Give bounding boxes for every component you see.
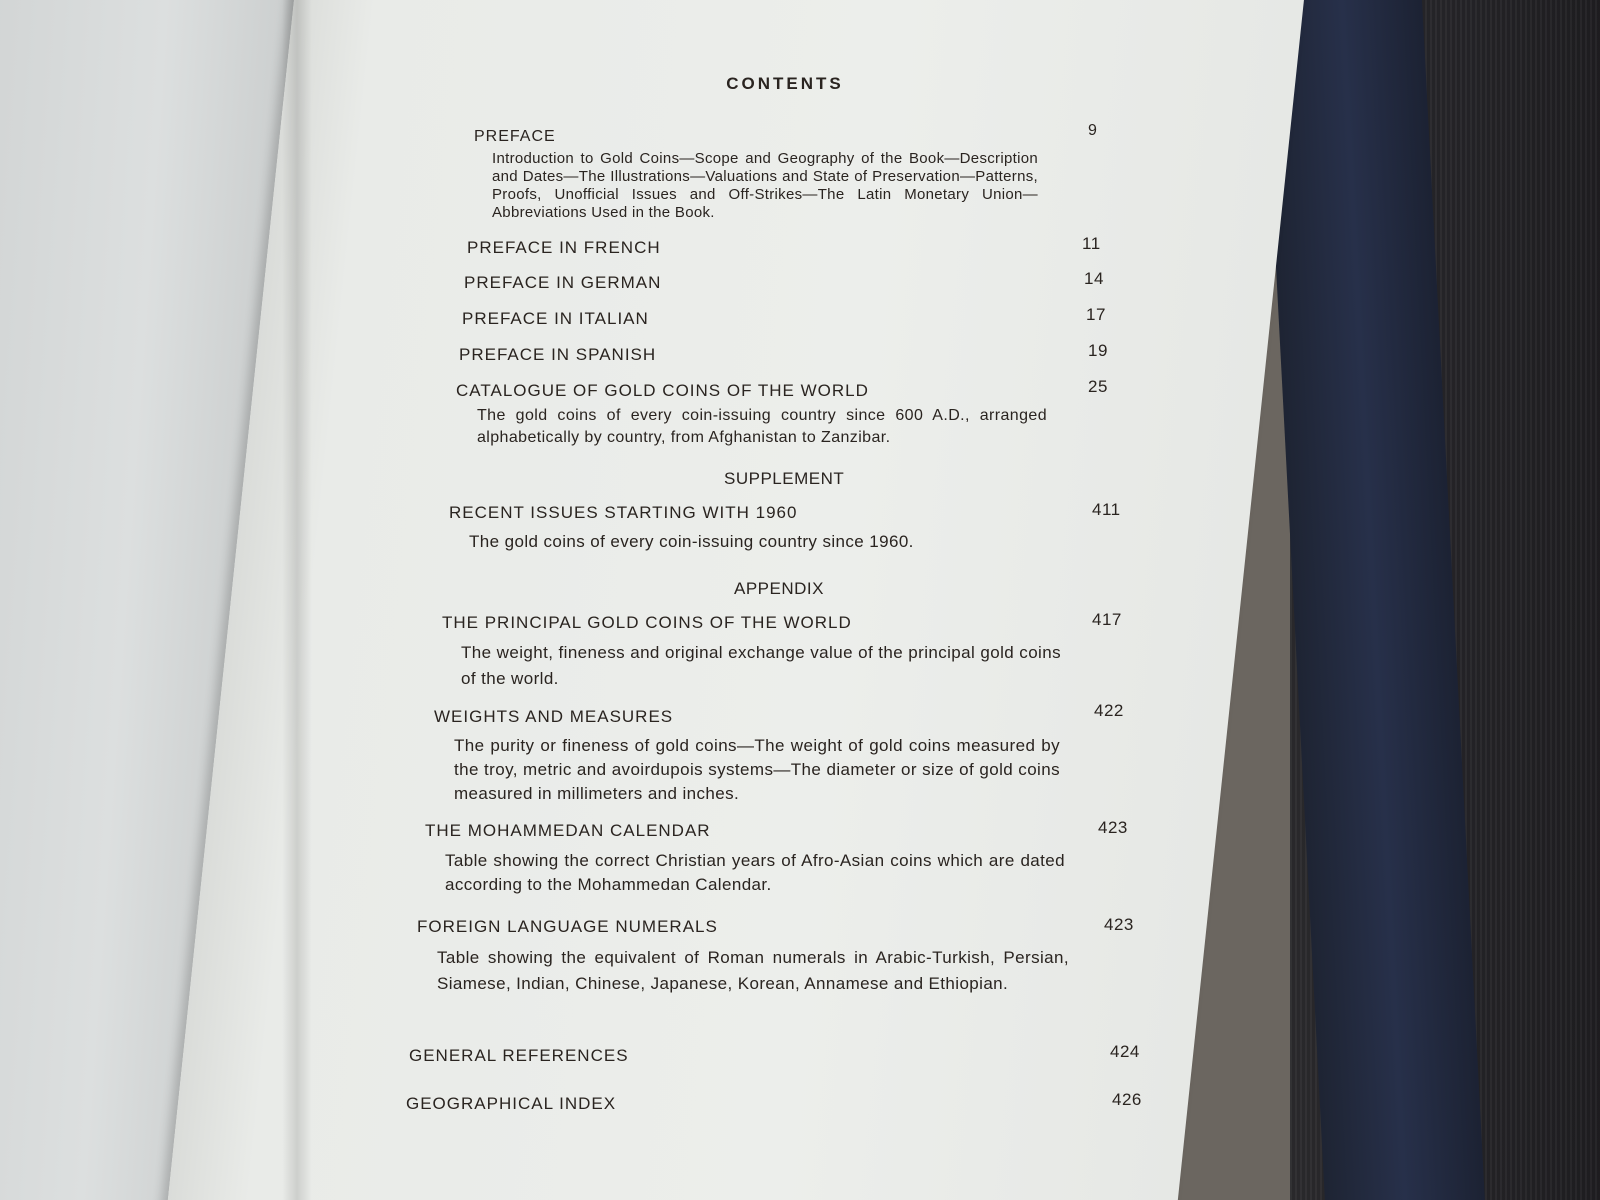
toc-entry-title-preface: PREFACE [474,128,556,145]
toc-entry-page-weights-measures: 422 [1094,701,1124,720]
toc-entry-page-preface-spanish: 19 [1088,341,1108,360]
toc-entry-page-preface: 9 [1088,122,1098,139]
section-heading-supplement: SUPPLEMENT [724,469,845,488]
toc-entry-description-foreign-numerals: Table showing the equivalent of Roman numerals in Arabic-Turkish, Persian, Siamese, Indian, Chinese, Japanese, Korean, Annamese and Ethiopian. [437,948,1069,993]
toc-entry-description-catalogue: The gold coins of every coin-issuing country since 600 A.D., arranged alphabetically by country, from Afghanistan to Zanzibar. [477,407,1047,446]
toc-entry-description-preface: Introduction to Gold Coins—Scope and Geography of the Book—Description and Dates—The Illustrations—Valuations and State of Preservation—Patterns, Proofs, Unofficial Issues and Off-Strikes—The Latin Monetary Union—Abbreviations Used in the Book. [492,150,1038,221]
toc-entry-description-recent-issues: The gold coins of every coin-issuing country since 1960. [469,532,914,551]
toc-entry-title-principal-gold-coins: THE PRINCIPAL GOLD COINS OF THE WORLD [442,613,852,632]
toc-entry-page-preface-french: 11 [1082,234,1101,253]
toc-entry-page-preface-italian: 17 [1086,305,1106,324]
toc-entry-description-principal-gold-coins: The weight, fineness and original exchange value of the principal gold coins of the world. [461,643,1061,688]
toc-entry-title-preface-french: PREFACE IN FRENCH [467,238,661,257]
toc-entry-title-geographical-index: GEOGRAPHICAL INDEX [406,1094,617,1113]
contents-heading: CONTENTS [726,74,844,93]
toc-entry-page-recent-issues: 411 [1092,500,1121,519]
toc-entry-page-principal-gold-coins: 417 [1092,610,1122,629]
toc-entry-title-catalogue: CATALOGUE OF GOLD COINS OF THE WORLD [456,381,869,400]
toc-entry-title-weights-measures: WEIGHTS AND MEASURES [434,707,674,726]
toc-entry-title-mohammedan-calendar: THE MOHAMMEDAN CALENDAR [425,821,711,840]
toc-entry-title-preface-spanish: PREFACE IN SPANISH [459,345,657,364]
toc-entry-title-recent-issues: RECENT ISSUES STARTING WITH 1960 [449,503,798,522]
toc-entry-page-mohammedan-calendar: 423 [1098,818,1128,837]
toc-entry-title-preface-german: PREFACE IN GERMAN [464,273,662,292]
toc-entry-title-preface-italian: PREFACE IN ITALIAN [462,309,649,328]
section-heading-appendix: APPENDIX [734,579,824,598]
toc-entry-page-preface-german: 14 [1084,269,1104,288]
toc-entry-description-weights-measures: The purity or fineness of gold coins—The weight of gold coins measured by the troy, metric and avoirdupois systems—The diameter or size of gold coins measured in millimeters and inches. [454,736,1060,803]
toc-entry-page-geographical-index: 426 [1112,1090,1142,1109]
toc-entry-description-mohammedan-calendar: Table showing the correct Christian years of Afro-Asian coins which are dated according to the Mohammedan Calendar. [445,851,1065,894]
toc-entry-page-general-references: 424 [1110,1042,1140,1061]
toc-entry-title-general-references: GENERAL REFERENCES [409,1046,629,1065]
toc-entry-title-foreign-numerals: FOREIGN LANGUAGE NUMERALS [417,917,718,936]
toc-entry-page-catalogue: 25 [1088,377,1108,396]
toc-entry-page-foreign-numerals: 423 [1104,915,1134,934]
